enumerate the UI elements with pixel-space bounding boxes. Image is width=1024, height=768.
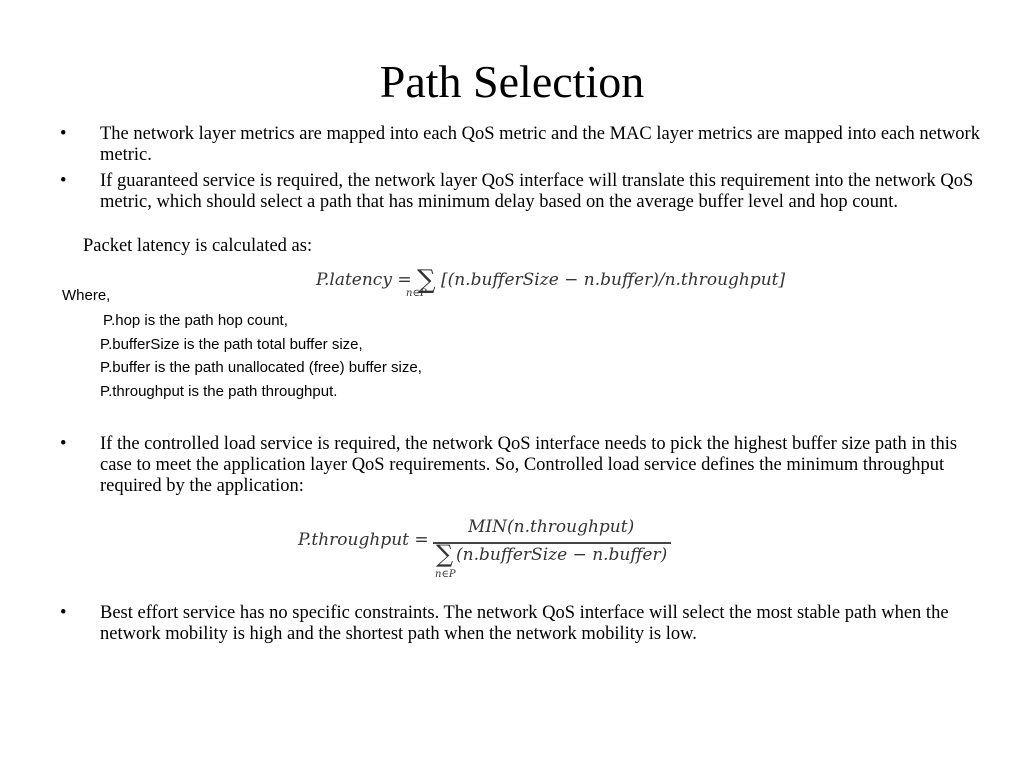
def-buffer: P.buffer is the path unallocated (free) buffer size,: [100, 359, 422, 376]
def-hop: P.hop is the path hop count,: [103, 312, 288, 329]
where-label: Where,: [62, 287, 111, 304]
bullet-marker: •: [60, 171, 67, 191]
latency-formula: [316, 262, 786, 299]
def-buffer-size: P.bufferSize is the path total buffer size,: [100, 336, 363, 353]
bullet-text-2: If guaranteed service is required, the network layer QoS interface will translate this requirement into the network QoS metric, which should select a path that has minimum delay based on the average buffer level and hop count.: [100, 171, 974, 212]
throughput-formula: [298, 517, 688, 587]
throughput-formula-sub: n∈P: [435, 569, 456, 580]
throughput-formula-denominator: (n.bufferSize − n.buffer): [456, 545, 668, 565]
bullet-marker: •: [60, 434, 67, 454]
slide-title: Path Selection: [379, 56, 645, 107]
fraction-bar: [433, 542, 671, 544]
latency-formula-lhs: P.latency =: [316, 270, 412, 290]
bullet-marker: •: [60, 603, 67, 623]
bullet-text-4: Best effort service has no specific constraints. The network QoS interface will select the most stable path when the network mobility is high and the shortest path when the network mobility is low.: [100, 603, 949, 644]
throughput-formula-lhs: P.throughput =: [298, 530, 429, 550]
sum-symbol: ∑: [417, 265, 436, 295]
bullet-marker: •: [60, 124, 67, 144]
latency-formula-sub: n∈P: [406, 288, 427, 299]
latency-formula-body: [(n.bufferSize − n.buffer)/n.throughput]: [440, 270, 786, 290]
bullet-text-3: If the controlled load service is required, the network QoS interface needs to pick the highest buffer size path in this case to meet the application layer QoS requirements. So, Controlled load service defines the minimum throughput required by the application:: [100, 434, 958, 496]
def-throughput: P.throughput is the path throughput.: [100, 383, 338, 400]
bullet-text-1: The network layer metrics are mapped into each QoS metric and the MAC layer metrics are mapped into each network metric.: [100, 124, 980, 165]
sum-symbol: ∑: [436, 540, 454, 568]
throughput-formula-numerator: MIN(n.throughput): [468, 517, 635, 537]
latency-intro: Packet latency is calculated as:: [83, 236, 313, 256]
